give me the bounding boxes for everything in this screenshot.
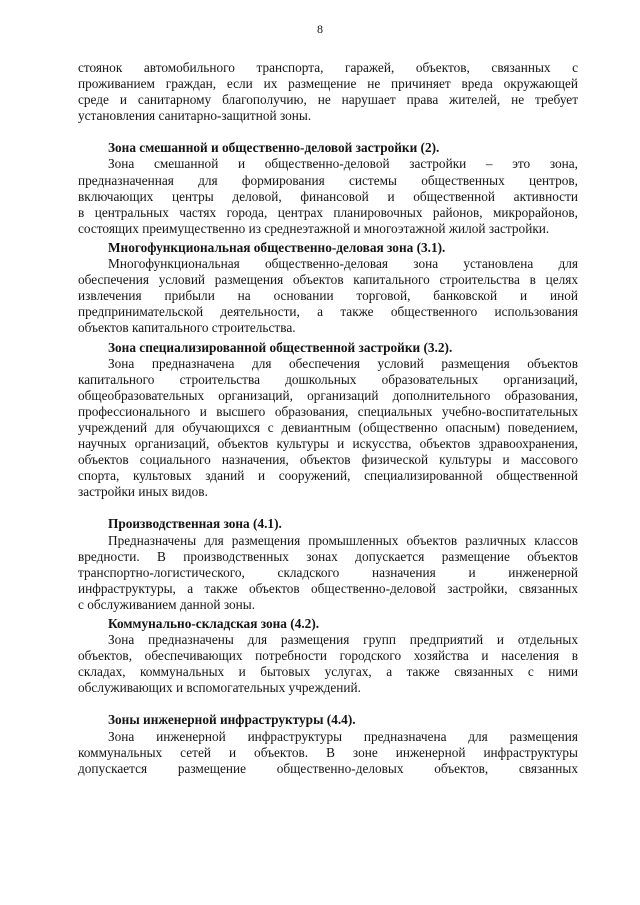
text-line: объектов капитального строительства. [78, 320, 296, 336]
text-line: в центральных частях города, центрах планировочных районов, микрорайонов, [78, 204, 578, 220]
section-warehouse-zone [78, 616, 578, 696]
section-engineering-zone [78, 712, 578, 776]
text-line: коммунальных сетей и объектов. В зоне инженерной инфраструктуры [78, 744, 578, 760]
section-multifunctional-zone [78, 240, 578, 337]
text-line: Зона предназначены для размещения групп предприятий и отдельных [108, 632, 578, 648]
text-line: инфраструктуры, а также объектов общественно-деловой застройки, связанных [78, 580, 578, 596]
text-line: предпринимательской деятельности, а также общественного использования [78, 304, 578, 320]
text-line: складах, коммунальных и бытовых услугах, а также связанных с ними [78, 664, 578, 680]
text-line: включающих центры деловой, финансовой и общественной активности [78, 188, 578, 204]
text-line: Зона смешанной и общественно-деловой застройки – это зона, [108, 156, 578, 172]
text-line: обслуживающих и вспомогательных учреждений. [78, 680, 361, 696]
section-heading: Зоны инженерной инфраструктуры (4.4). [108, 712, 356, 728]
text-line: извлечения прибыли на основании торговой, банковской и иной [78, 288, 578, 304]
text-line: учреждений для обучающихся с девиантным (общественно опасным) поведением, [78, 419, 578, 435]
text-line: предназначенная для формирования системы общественных центров, [78, 172, 578, 188]
text-line: проживанием граждан, если их размещение не причиняет вреда окружающей [78, 76, 578, 92]
text-line: допускается размещение общественно-деловых объектов, связанных [78, 760, 578, 776]
document-body [78, 60, 578, 777]
text-line: с обслуживанием данной зоны. [78, 596, 256, 612]
text-line: обеспечения условий размещения объектов капитального строительства в целях [78, 272, 578, 288]
section-heading: Производственная зона (4.1). [108, 516, 282, 532]
text-line: спорта, культовых зданий и сооружений, специализированной общественной [78, 468, 578, 484]
text-line: Предназначены для размещения промышленных объектов различных классов [108, 532, 578, 548]
text-line: стоянок автомобильного транспорта, гаражей, объектов, связанных с [78, 60, 578, 75]
text-line: транспортно-логистического, складского назначения и инженерной [78, 564, 578, 580]
section-heading: Коммунально-складская зона (4.2). [108, 616, 320, 631]
text-line: Зона инженерной инфраструктуры предназначена для размещения [108, 728, 578, 744]
text-line: объектов, обеспечивающих потребности городского хозяйства и населения в [78, 648, 578, 664]
page-number: 8 [317, 22, 323, 36]
text-line: застройки иных видов. [78, 484, 208, 500]
section-heading: Зона смешанной и общественно-деловой застройки (2). [108, 140, 440, 156]
section-mixed-business-zone [78, 140, 578, 237]
text-line: объектов социального назначения, объектов физической культуры и массового [78, 452, 578, 468]
section-heading: Многофункциональная общественно-деловая зона (3.1). [108, 239, 446, 255]
text-line: общеобразовательных организаций, организаций дополнительного образования, [78, 387, 578, 403]
text-line: установления санитарно-защитной зоны. [78, 108, 312, 124]
text-line: капитального строительства дошкольных образовательных организаций, [78, 371, 578, 387]
text-line: Зона предназначена для обеспечения условий размещения объектов [108, 355, 578, 371]
section-heading: Зона специализированной общественной застройки (3.2). [108, 339, 453, 355]
text-line: Многофункциональная общественно-деловая зона установлена для [108, 256, 578, 272]
text-line: вредности. В производственных зонах допускается размещение объектов [78, 548, 578, 564]
text-line: среде и санитарному благополучию, не нарушает права жителей, не требует [78, 92, 578, 108]
text-line: профессионального и высшего образования, специальных учебно-воспитательных [78, 403, 578, 419]
text-line: состоящих преимущественно из среднеэтажной и многоэтажной жилой застройки. [78, 220, 550, 236]
intro-paragraph [78, 60, 578, 124]
text-line: научных организаций, объектов культуры и искусства, объектов здравоохранения, [78, 436, 578, 452]
section-specialized-zone [78, 340, 578, 501]
section-industrial-zone [78, 516, 578, 613]
